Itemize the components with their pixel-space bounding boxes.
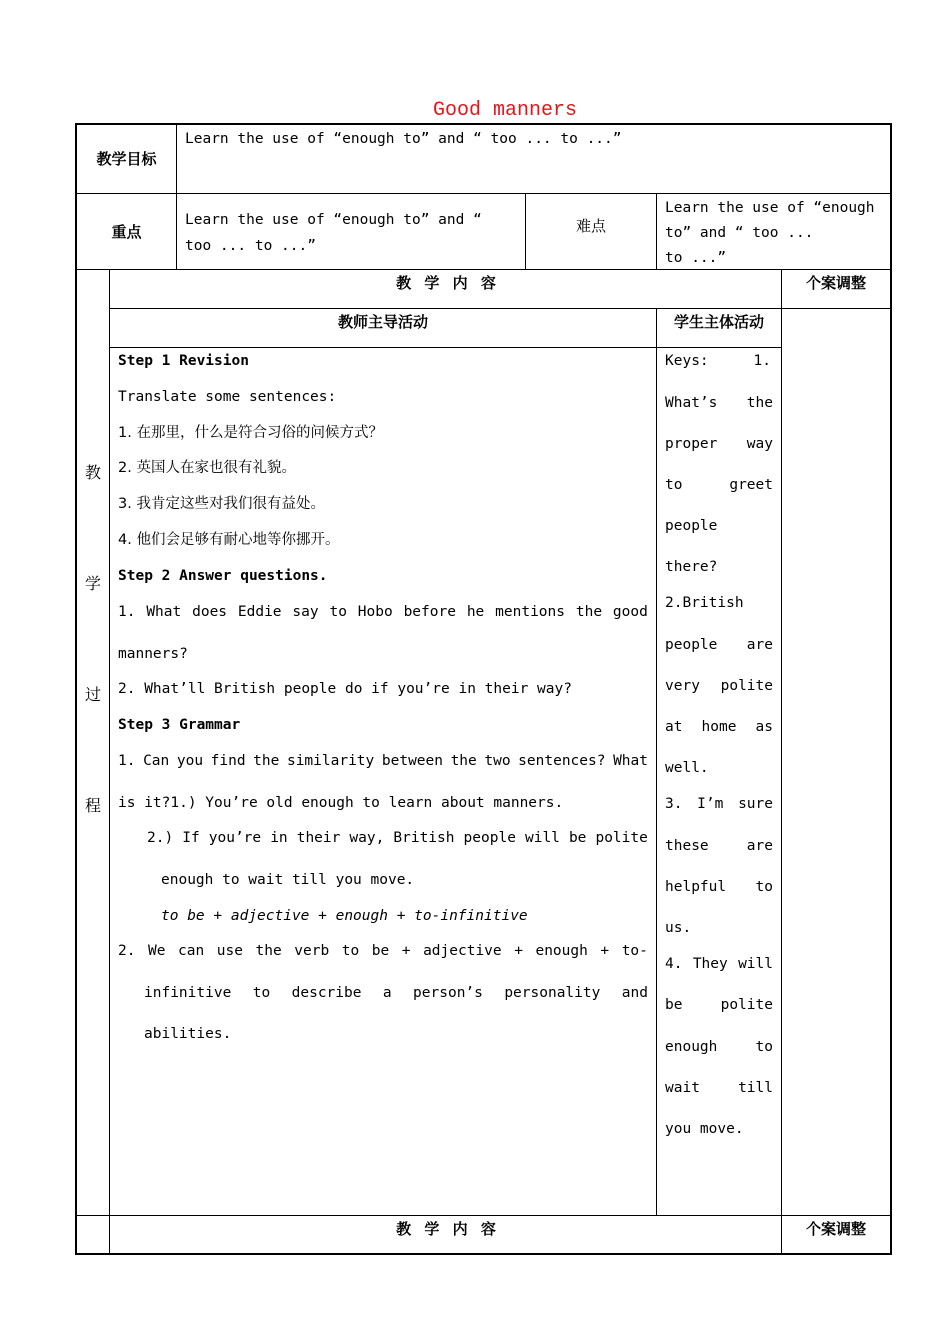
student-line-5: people — [665, 518, 718, 534]
student-line-12: 3. I’m sure — [665, 796, 773, 812]
difficult-points-text-3: to ...” — [665, 250, 727, 266]
student-header: 学生主体活动 — [673, 313, 764, 331]
grammar-1-line-4: enough to wait till you move. — [161, 872, 415, 888]
question-2: 2. What’ll British people do if you’re in their way? — [118, 681, 572, 697]
grammar-formula: to be + adjective + enough + to-infinitive — [161, 908, 528, 924]
student-line-3: proper way — [665, 436, 773, 452]
student-line-1: Keys: 1. — [665, 353, 771, 369]
question-1-line-2: manners? — [118, 646, 188, 662]
process-label-char-2: 学 — [84, 574, 101, 593]
student-line-20: you move. — [665, 1121, 744, 1137]
difficult-points-text-1: Learn the use of “enough — [665, 200, 875, 216]
student-line-10: at home as — [665, 719, 773, 735]
student-line-16: 4. They will — [665, 956, 773, 972]
key-points-text-2: too ... to ...” — [185, 238, 316, 254]
process-label-char-4: 程 — [84, 796, 101, 815]
adjust-header: 个案调整 — [805, 274, 866, 292]
question-1-line-1: 1. What does Eddie say to Hobo before he mentions the good — [118, 604, 648, 620]
translate-sentence-2: 2. 英国人在家也很有礼貌。 — [118, 460, 296, 476]
step2-heading: Step 2 Answer questions. — [118, 568, 328, 584]
key-points-text-1: Learn the use of “enough to” and “ — [185, 212, 482, 228]
student-line-8: people are — [665, 637, 773, 653]
student-line-11: well. — [665, 760, 709, 776]
content-header: 教 学 内 容 — [396, 274, 496, 292]
student-line-4: to greet — [665, 477, 773, 493]
grammar-1-line-3: 2.) If you’re in their way, British people will be polite — [147, 830, 648, 846]
footer-content-header: 教 学 内 容 — [396, 1220, 496, 1238]
footer-adjust-header: 个案调整 — [805, 1220, 866, 1238]
grammar-2-line-1: 2. We can use the verb to be + adjective + enough + to- — [118, 943, 648, 959]
student-line-7: 2.British — [665, 595, 744, 611]
grammar-2-line-3: abilities. — [144, 1026, 232, 1042]
grammar-1-line-1: 1. Can you find the similarity between the two sentences? What — [118, 753, 648, 769]
student-line-15: us. — [665, 920, 692, 936]
grammar-1-line-2: is it?1.) You’re old enough to learn about manners. — [118, 795, 564, 811]
student-line-18: enough to — [665, 1039, 773, 1055]
student-line-19: wait till — [665, 1080, 773, 1096]
key-points-label: 重点 — [111, 223, 142, 241]
translate-sentence-3: 3. 我肯定这些对我们很有益处。 — [118, 496, 325, 512]
difficult-points-label: 难点 — [575, 217, 606, 235]
teacher-header: 教师主导活动 — [337, 313, 428, 331]
translate-sentence-1: 1. 在那里，什么是符合习俗的问候方式？ — [118, 425, 383, 441]
step3-heading: Step 3 Grammar — [118, 717, 241, 733]
student-line-2: What’s the — [665, 395, 773, 411]
document-title: Good manners — [432, 99, 578, 122]
student-line-13: these are — [665, 838, 773, 854]
student-line-6: there? — [665, 559, 718, 575]
difficult-points-text-2: to” and “ too ... — [665, 225, 814, 241]
student-line-17: be polite — [665, 997, 773, 1013]
student-line-14: helpful to — [665, 879, 773, 895]
objectives-label: 教学目标 — [96, 150, 157, 168]
process-label-char-3: 过 — [84, 685, 101, 704]
process-label-char-1: 教 — [84, 463, 101, 482]
objectives-text: Learn the use of “enough to” and “ too ... to ...” — [185, 131, 622, 147]
grammar-2-line-2: infinitive to describe a person’s personality and — [144, 985, 648, 1001]
student-line-9: very polite — [665, 678, 773, 694]
translate-instruction: Translate some sentences: — [118, 389, 337, 405]
step1-heading: Step 1 Revision — [118, 353, 249, 369]
translate-sentence-4: 4. 他们会足够有耐心地等你挪开。 — [118, 532, 340, 548]
